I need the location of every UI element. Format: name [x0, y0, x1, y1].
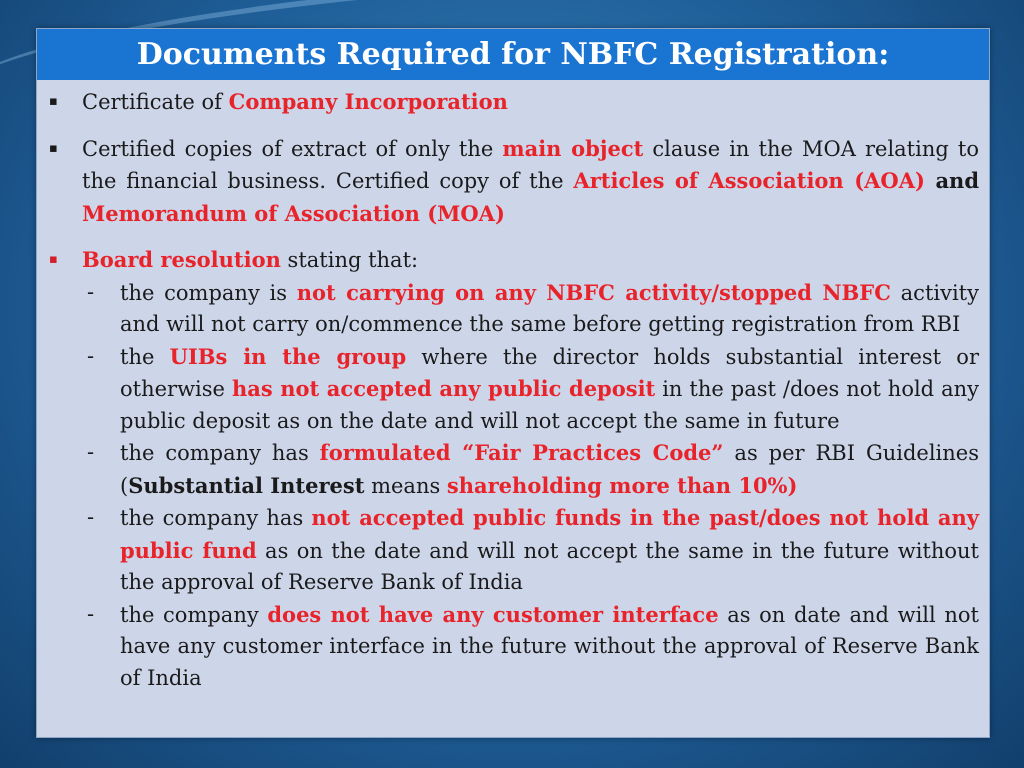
- bullet-text: Certified copies of extract of only the main object clause in the MOA relating to the financial business. Certified copy of the Articles of Association (AOA) and Memorandum of Association (MOA): [82, 135, 980, 226]
- sub-item-customer-interface: [85, 599, 979, 695]
- dash-marker: -: [87, 440, 95, 464]
- sub-item-fair-practices-code: [85, 437, 979, 502]
- dash-marker: -: [87, 601, 95, 626]
- slide-panel: [36, 28, 990, 738]
- bullet-item-certificate: [47, 86, 979, 119]
- sub-item-text: the company has formulated “Fair Practices Code” as per RBI Guidelines (Substantial Interest means shareholding more than 10%): [120, 440, 979, 498]
- page-title: Documents Required for NBFC Registration:: [136, 37, 890, 72]
- square-bullet-icon: ▪: [49, 252, 58, 267]
- dash-marker: -: [87, 505, 95, 529]
- square-bullet-icon: ▪: [49, 140, 58, 156]
- content-area: [37, 80, 989, 694]
- sub-item-no-nbfc-activity: [85, 277, 979, 341]
- bullet-item-certified-copies: [47, 133, 979, 231]
- bullet-item-board-resolution: [47, 244, 979, 277]
- bullet-text: Board resolution stating that:: [82, 247, 419, 272]
- bullet-text: Certificate of Company Incorporation: [82, 89, 508, 114]
- sub-item-text: the UIBs in the group where the director holds substantial interest or otherwise has not accepted any public deposit in the past /does not hold any public deposit as on the date and will not accept the same in future: [120, 343, 979, 433]
- sub-item-public-funds: [85, 502, 979, 599]
- sub-item-text: the company does not have any customer interface as on date and will not have any customer interface in the future without the approval of Reserve Bank of India: [120, 601, 979, 690]
- sub-item-text: the company has not accepted public funds in the past/does not hold any public fund as on the date and will not accept the same in the future without the approval of Reserve Bank of India: [120, 505, 979, 594]
- dash-marker: -: [87, 343, 95, 368]
- square-bullet-icon: ▪: [49, 94, 58, 109]
- sub-item-uibs-group: [85, 341, 979, 438]
- sub-item-text: the company is not carrying on any NBFC activity/stopped NBFC activity and will not carry on/commence the same before getting registration from RBI: [120, 279, 979, 336]
- dash-marker: -: [87, 279, 95, 304]
- title-bar: [37, 29, 989, 80]
